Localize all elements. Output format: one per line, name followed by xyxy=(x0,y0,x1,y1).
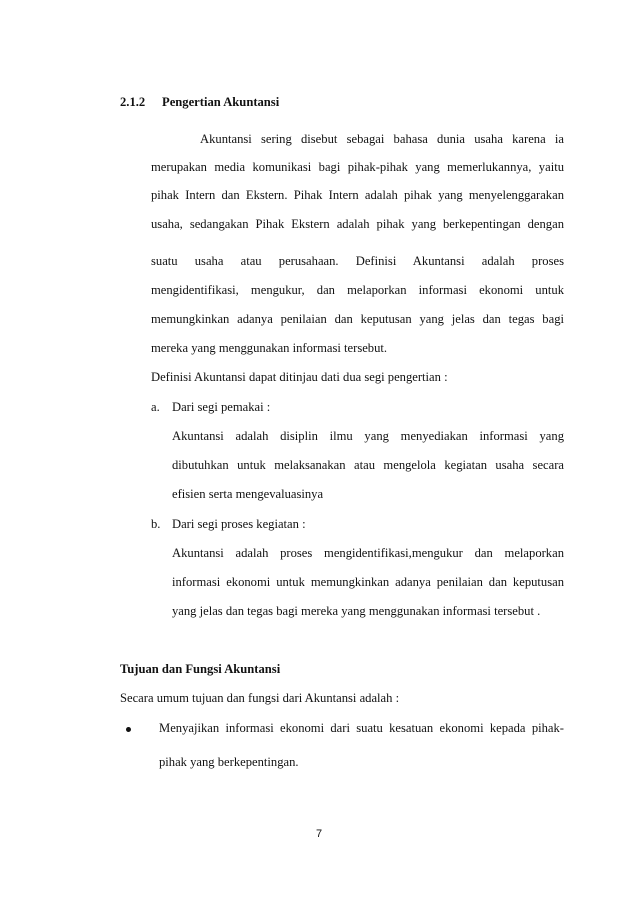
list-marker: a. xyxy=(151,400,160,414)
paragraph-line: memungkinkan adanya penilaian dan keputusan yang jelas dan tegas bagi xyxy=(151,312,564,326)
list-item-line: Akuntansi adalah disiplin ilmu yang menyediakan informasi yang xyxy=(172,429,564,443)
paragraph-line: pihak Intern dan Ekstern. Pihak Intern adalah pihak yang menyelenggarakan xyxy=(151,188,564,202)
section-title: Pengertian Akuntansi xyxy=(162,95,280,109)
paragraph-line: usaha, sedangakan Pihak Ekstern adalah pihak yang berkepentingan dengan xyxy=(151,217,564,231)
section-title: Tujuan dan Fungsi Akuntansi xyxy=(120,662,281,676)
list-item-line: dibutuhkan untuk melaksanakan atau mengelola kegiatan usaha secara xyxy=(172,458,564,472)
paragraph-line: Akuntansi sering disebut sebagai bahasa dunia usaha karena ia xyxy=(200,132,564,146)
list-item-line: informasi ekonomi untuk memungkinkan adanya penilaian dan keputusan xyxy=(172,575,564,589)
list-item-heading: Dari segi proses kegiatan : xyxy=(172,517,306,531)
page-number: 7 xyxy=(315,828,323,840)
paragraph-line: mereka yang menggunakan informasi tersebut. xyxy=(151,341,388,355)
list-item-line: yang jelas dan tegas bagi mereka yang menggunakan informasi tersebut . xyxy=(172,604,541,618)
definition-intro: Definisi Akuntansi dapat ditinjau dati dua segi pengertian : xyxy=(151,370,448,384)
list-item-line: Akuntansi adalah proses mengidentifikasi,mengukur dan melaporkan xyxy=(172,546,564,560)
paragraph-line: merupakan media komunikasi bagi pihak-pihak yang memerlukannya, yaitu xyxy=(151,160,564,174)
bullet-icon xyxy=(126,727,131,732)
list-marker: b. xyxy=(151,517,161,531)
list-item-line: efisien serta mengevaluasinya xyxy=(172,487,324,501)
section-number: 2.1.2 xyxy=(120,95,146,109)
paragraph-line: suatu usaha atau perusahaan. Definisi Akuntansi adalah proses xyxy=(151,254,564,268)
paragraph-line: mengidentifikasi, mengukur, dan melaporkan informasi ekonomi untuk xyxy=(151,283,564,297)
section-intro: Secara umum tujuan dan fungsi dari Akuntansi adalah : xyxy=(120,691,400,705)
bullet-line: pihak yang berkepentingan. xyxy=(159,755,299,769)
list-item-heading: Dari segi pemakai : xyxy=(172,400,271,414)
bullet-line: Menyajikan informasi ekonomi dari suatu kesatuan ekonomi kepada pihak- xyxy=(159,721,564,735)
